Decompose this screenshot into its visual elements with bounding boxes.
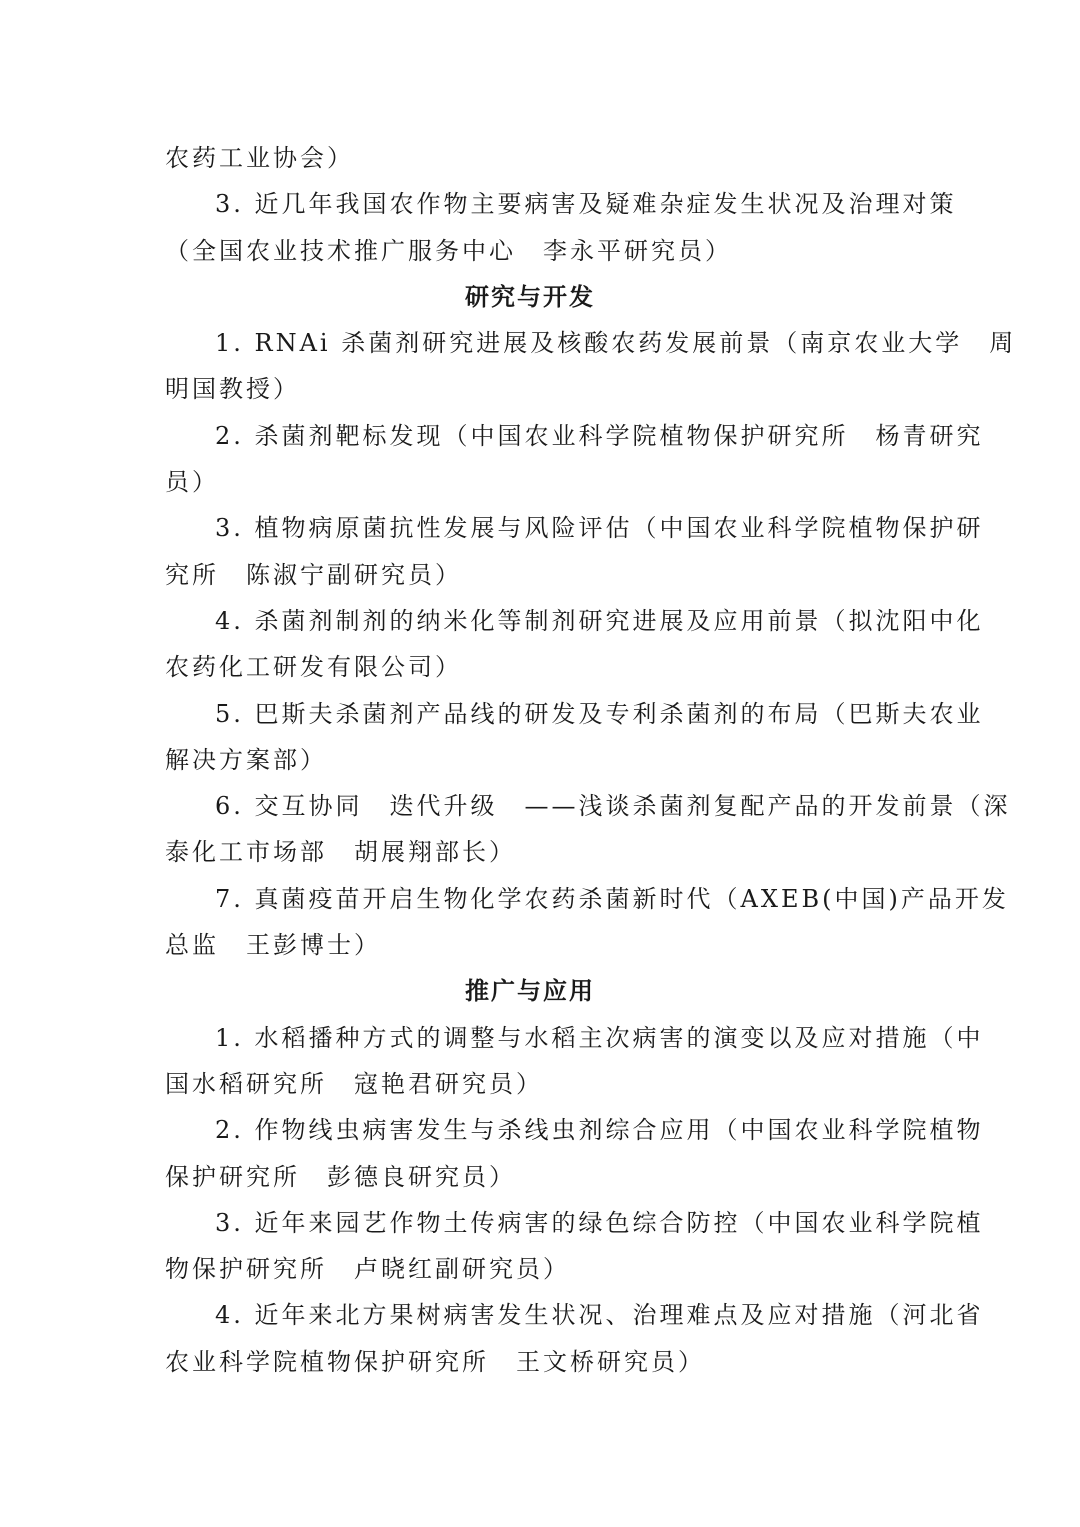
list-item-line: 1. 水稻播种方式的调整与水稻主次病害的演变以及应对措施（中 <box>215 1023 984 1052</box>
list-item-continuation: （全国农业技术推广服务中心 李永平研究员） <box>165 236 732 265</box>
list-item-continuation: 农药化工研发有限公司） <box>165 653 462 682</box>
list-item-line: 6. 交互协同 迭代升级 ——浅谈杀菌剂复配产品的开发前景（深 <box>215 792 1011 821</box>
list-item-line: 5. 巴斯夫杀菌剂产品线的研发及专利杀菌剂的布局（巴斯夫农业 <box>215 699 984 728</box>
list-item-continuation: 究所 陈淑宁副研究员） <box>165 560 462 589</box>
list-item-continuation: 总监 王彭博士） <box>165 931 381 960</box>
list-item-line: 1. RNAi 杀菌剂研究进展及核酸农药发展前景（南京农业大学 周 <box>215 329 1017 358</box>
list-item-line: 3. 近几年我国农作物主要病害及疑难杂症发生状况及治理对策 <box>215 190 957 219</box>
list-item-line: 4. 近年来北方果树病害发生状况、治理难点及应对措施（河北省 <box>215 1301 984 1330</box>
list-item-continuation: 农业科学院植物保护研究所 王文桥研究员） <box>165 1347 705 1376</box>
list-item-line: 2. 杀菌剂靶标发现（中国农业科学院植物保护研究所 杨青研究 <box>215 421 984 450</box>
section-heading: 推广与应用 <box>465 976 595 1006</box>
list-item-line: 3. 植物病原菌抗性发展与风险评估（中国农业科学院植物保护研 <box>215 514 984 543</box>
list-item-line: 7. 真菌疫苗开启生物化学农药杀菌新时代（AXEB(中国)产品开发 <box>215 884 1009 913</box>
list-item-line: 3. 近年来园艺作物土传病害的绿色综合防控（中国农业科学院植 <box>215 1208 984 1237</box>
list-item-line: 2. 作物线虫病害发生与杀线虫剂综合应用（中国农业科学院植物 <box>215 1116 984 1145</box>
list-item-line: 4. 杀菌剂制剂的纳米化等制剂研究进展及应用前景（拟沈阳中化 <box>215 606 984 635</box>
document-page <box>165 135 1017 1385</box>
list-item-continuation: 农药工业协会） <box>165 144 354 172</box>
list-item-continuation: 国水稻研究所 寇艳君研究员） <box>165 1069 543 1098</box>
section-heading: 研究与开发 <box>465 281 595 311</box>
list-item-continuation: 物保护研究所 卢晓红副研究员） <box>165 1255 570 1284</box>
list-item-continuation: 员） <box>165 468 219 497</box>
list-item-continuation: 泰化工市场部 胡展翔部长） <box>165 838 516 867</box>
list-item-continuation: 明国教授） <box>165 375 300 404</box>
list-item-continuation: 保护研究所 彭德良研究员） <box>165 1162 516 1191</box>
list-item-continuation: 解决方案部） <box>165 745 327 774</box>
